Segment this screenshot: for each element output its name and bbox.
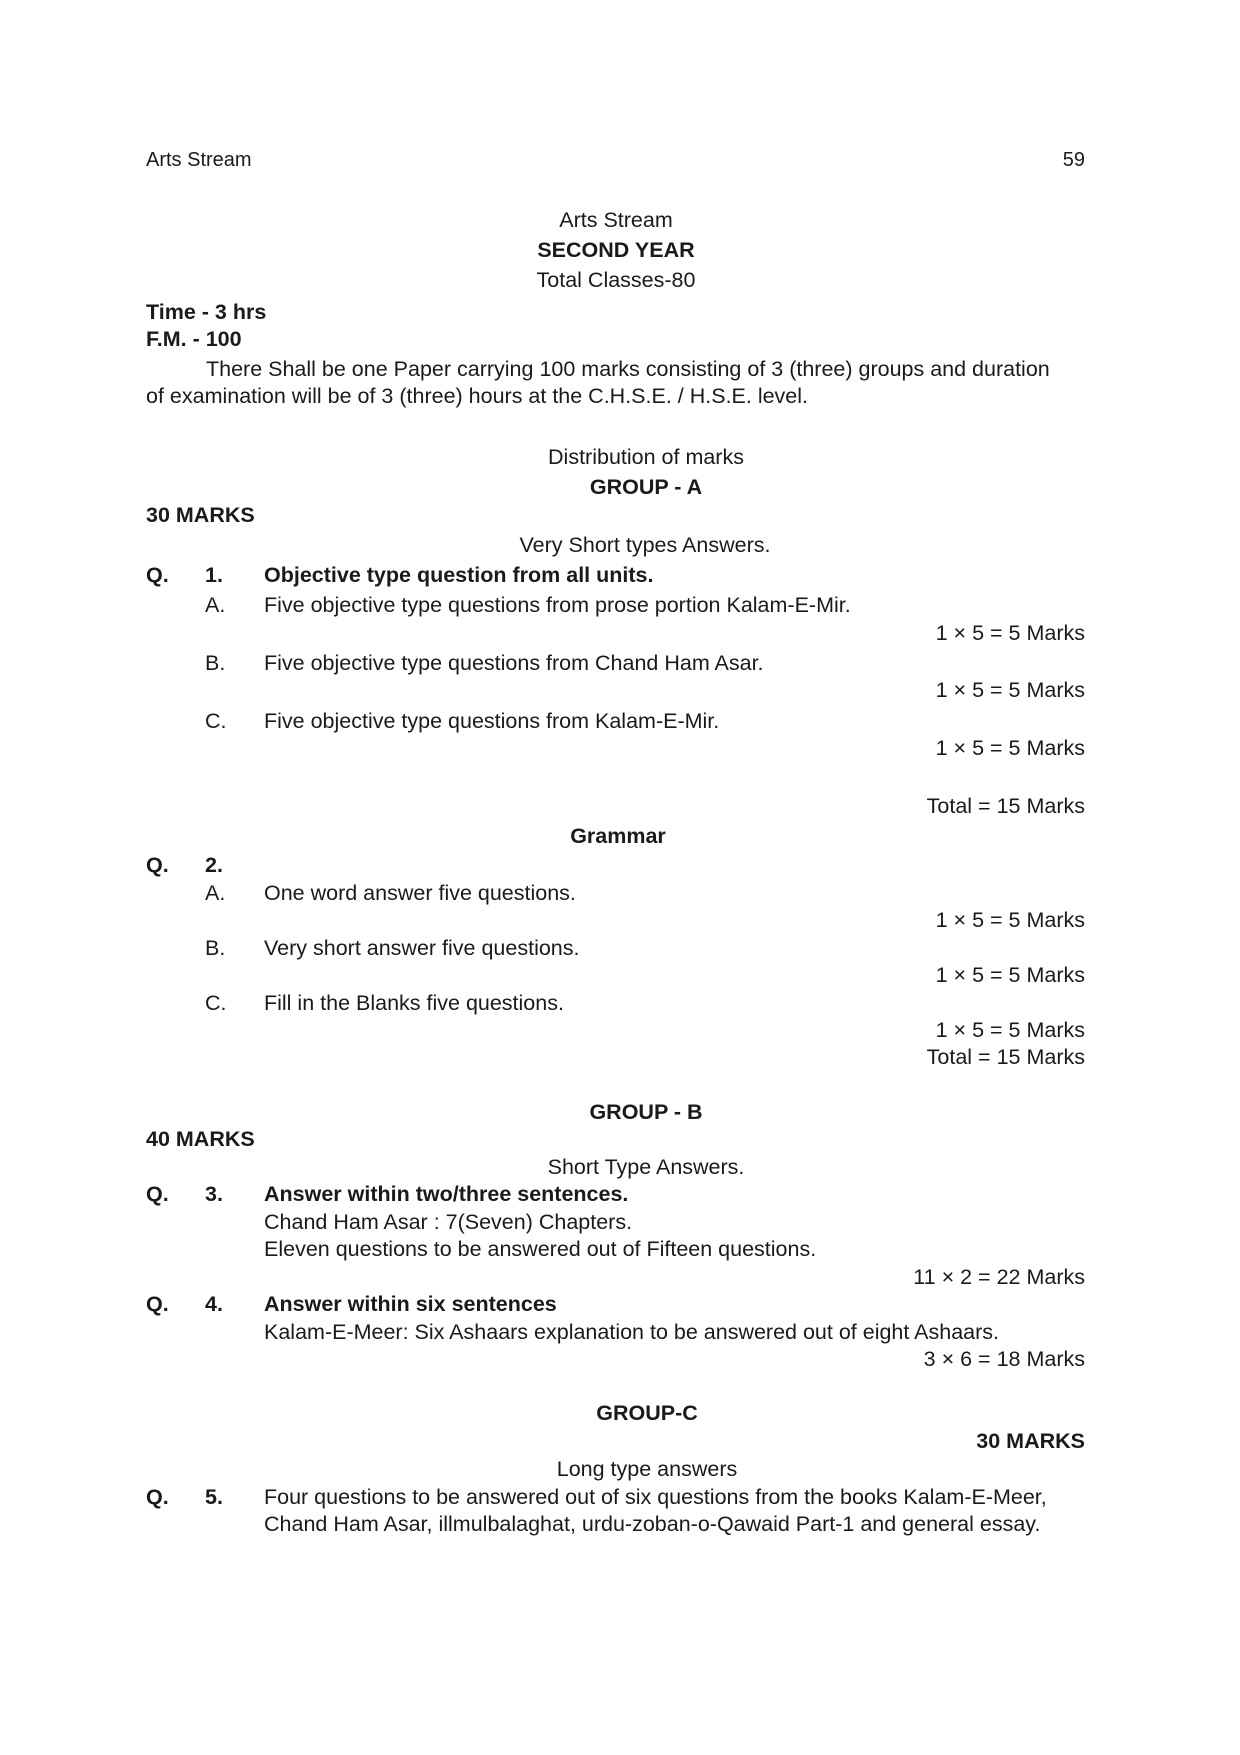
group-a-marks: 30 MARKS [146,503,255,527]
q2-item-a-marks: 1 × 5 = 5 Marks [935,908,1085,932]
full-marks: F.M. - 100 [146,327,242,351]
group-b-title: GROUP - B [589,1100,703,1124]
q5-number: 5. [205,1485,223,1509]
q2-item-b-marks: 1 × 5 = 5 Marks [935,963,1085,987]
group-a-subtitle: Very Short types Answers. [519,533,771,557]
q2-item-b-letter: B. [205,936,226,960]
q1-item-c-marks: 1 × 5 = 5 Marks [935,736,1085,760]
q2-item-c-marks: 1 × 5 = 5 Marks [935,1018,1085,1042]
q1-item-c-text: Five objective type questions from Kalam-E-Mir. [264,709,720,733]
group-b-subtitle: Short Type Answers. [547,1155,745,1179]
q1-item-a-letter: A. [205,593,226,617]
q4-title: Answer within six sentences [264,1292,557,1316]
grammar-title: Grammar [570,824,666,848]
stream-title: Arts Stream [559,208,673,232]
q2-item-c-letter: C. [205,991,227,1015]
q1-item-b-text: Five objective type questions from Chand Ham Asar. [264,651,764,675]
q3-line-2: Eleven questions to be answered out of Fifteen questions. [264,1237,817,1261]
q3-label: Q. [146,1182,169,1206]
q2-item-b-text: Very short answer five questions. [264,936,580,960]
q5-line-1: Four questions to be answered out of six questions from the books Kalam-E-Meer, [264,1485,1047,1509]
group-b-marks: 40 MARKS [146,1127,255,1151]
q2-label: Q. [146,853,169,877]
exam-time: Time - 3 hrs [146,300,267,324]
q2-total: Total = 15 Marks [926,1045,1085,1069]
q1-item-a-marks: 1 × 5 = 5 Marks [935,621,1085,645]
q4-marks: 3 × 6 = 18 Marks [923,1347,1085,1371]
q2-item-a-letter: A. [205,881,226,905]
q4-line-1: Kalam-E-Meer: Six Ashaars explanation to be answered out of eight Ashaars. [264,1320,999,1344]
group-c-subtitle: Long type answers [556,1457,738,1481]
q5-label: Q. [146,1485,169,1509]
q1-number: 1. [205,563,223,587]
group-a-title: GROUP - A [589,475,703,499]
running-header: Arts Stream [146,149,252,171]
total-classes: Total Classes-80 [536,268,696,292]
q3-marks: 11 × 2 = 22 Marks [913,1265,1085,1289]
group-c-title: GROUP-C [596,1401,698,1425]
q1-item-b-marks: 1 × 5 = 5 Marks [935,678,1085,702]
distribution-title: Distribution of marks [548,445,744,469]
q4-number: 4. [205,1292,223,1316]
q2-item-a-text: One word answer five questions. [264,881,576,905]
q3-title: Answer within two/three sentences. [264,1182,629,1206]
intro-line-1: There Shall be one Paper carrying 100 marks consisting of 3 (three) groups and duration [206,357,1050,381]
q3-number: 3. [205,1182,223,1206]
q1-item-b-letter: B. [205,651,226,675]
q2-item-c-text: Fill in the Blanks five questions. [264,991,564,1015]
q5-line-2: Chand Ham Asar, illmulbalaghat, urdu-zoban-o-Qawaid Part-1 and general essay. [264,1512,1041,1536]
year-title: SECOND YEAR [537,238,695,262]
intro-line-2: of examination will be of 3 (three) hours at the C.H.S.E. / H.S.E. level. [146,384,809,408]
group-c-marks: 30 MARKS [976,1429,1085,1453]
q4-label: Q. [146,1292,169,1316]
q3-line-1: Chand Ham Asar : 7(Seven) Chapters. [264,1210,633,1234]
q2-number: 2. [205,853,223,877]
q1-item-a-text: Five objective type questions from prose portion Kalam-E-Mir. [264,593,851,617]
q1-item-c-letter: C. [205,709,227,733]
page-number: 59 [1062,149,1085,171]
q1-label: Q. [146,563,169,587]
q1-title: Objective type question from all units. [264,563,654,587]
q1-total: Total = 15 Marks [926,794,1085,818]
